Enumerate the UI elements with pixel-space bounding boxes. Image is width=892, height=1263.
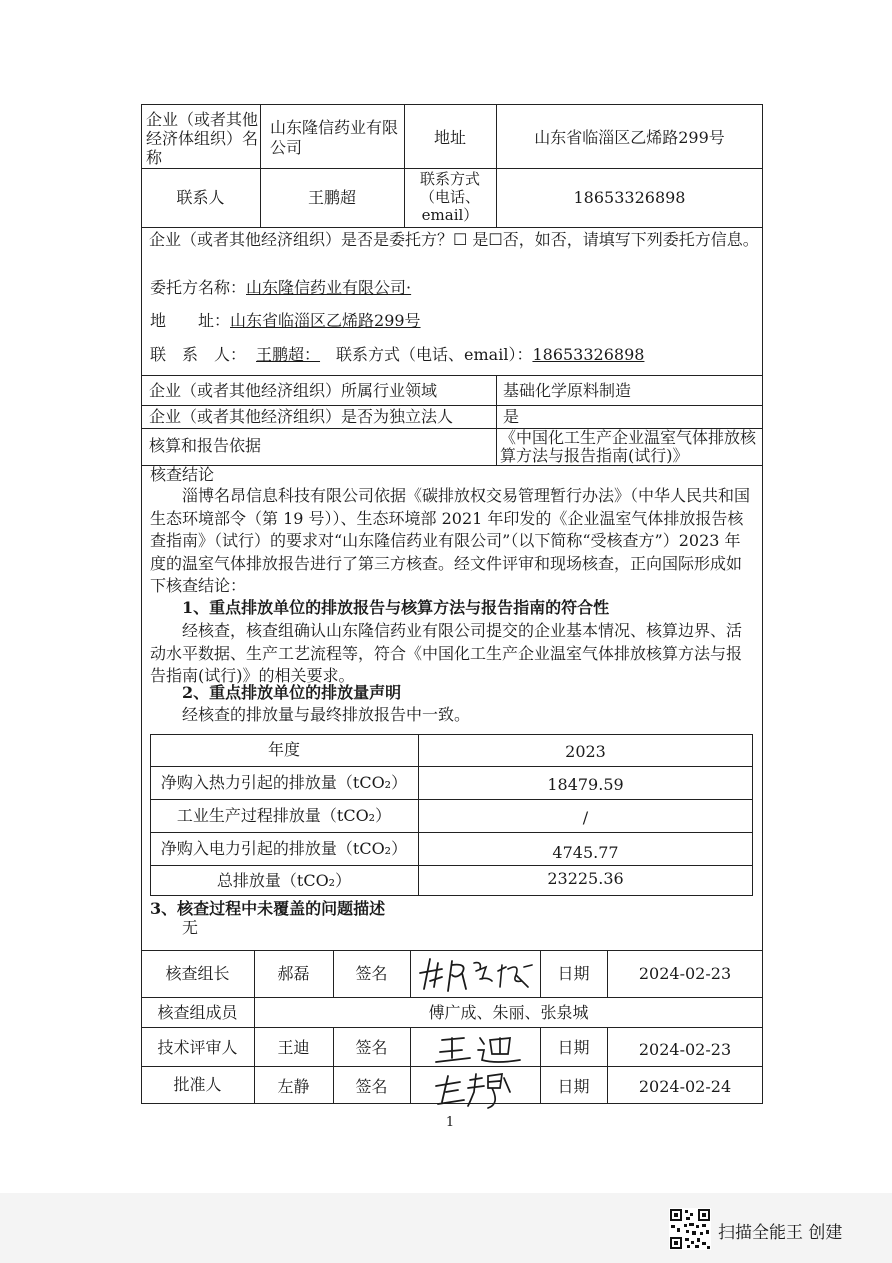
heat-value: 18479.59 [547, 775, 624, 794]
approver-date: 2024-02-24 [638, 1077, 732, 1096]
divider [141, 1027, 763, 1028]
electricity-value: 4745.77 [552, 843, 619, 862]
approver-signature [430, 1068, 530, 1110]
legal-person-value: 是 [503, 407, 520, 426]
heat-label: 净购入热力引起的排放量（tCO₂） [160, 773, 408, 792]
total-value: 23225.36 [547, 869, 624, 888]
leader-sign-label: 签名 [355, 964, 388, 983]
divider [150, 832, 753, 833]
divider [260, 104, 261, 227]
divider [141, 168, 763, 169]
approver-sign-label: 签名 [355, 1077, 388, 1096]
divider [141, 465, 763, 466]
section2-title: 2、重点排放单位的排放量声明 [182, 683, 402, 702]
entrust-person-value: 王鹏超： [256, 345, 321, 364]
reviewer-date-label: 日期 [557, 1038, 590, 1057]
divider [496, 104, 497, 227]
divider [141, 405, 763, 406]
electricity-label: 净购入电力引起的排放量（tCO₂） [160, 839, 408, 858]
conclusion-intro: 淄博名昂信息科技有限公司依据《碳排放权交易管理暂行办法》（中华人民共和国生态环境部令（第 19 号））、生态环境部 2021 年印发的《企业温室气体排放报告核查指南》（试行）的要求对“山东隆信药业有限公司”（以下简称“受核查方”）2023 年度的温室气体排放报告进行了第三方核查。经文件评审和现场核查，正向国际形成如下核查结论： [150, 486, 751, 595]
reviewer-date: 2024-02-23 [638, 1040, 732, 1059]
page-number: 1 [445, 1115, 455, 1130]
footer-brand: 扫描全能王 创建 [718, 1223, 843, 1243]
entrust-question: 企业（或者其他经济组织）是否是委托方？☐ 是☐否，如否，请填写下列委托方信息。 [149, 230, 759, 249]
leader-label: 核查组长 [165, 964, 230, 983]
year-value: 2023 [565, 742, 606, 761]
members-value: 傅广成、朱丽、张泉城 [428, 1003, 589, 1022]
divider [404, 104, 405, 227]
entrust-contact-value: 18653326898 [532, 345, 645, 364]
entrust-addr-label: 地 址： [150, 311, 231, 330]
industry-label: 企业（或者其他经济组织）所属行业领域 [149, 381, 438, 400]
section1-title: 1、重点排放单位的排放报告与核算方法与报告指南的符合性 [182, 598, 610, 617]
section3-title: 3、核查过程中未覆盖的问题描述 [150, 899, 386, 918]
entrust-name-row [150, 278, 411, 297]
section3-body: 无 [182, 918, 199, 937]
total-label: 总排放量（tCO₂） [216, 871, 352, 890]
basis-label: 核算和报告依据 [149, 436, 262, 455]
entrust-contact-label: 联系方式（电话、email）： [336, 345, 533, 364]
entrust-addr-value: 山东省临淄区乙烯路299号 [230, 311, 421, 330]
divider [141, 375, 763, 376]
divider [141, 1066, 763, 1067]
phone-label: 联系方式（电话、email） [419, 170, 480, 224]
entrust-addr-row [150, 311, 421, 330]
divider [150, 799, 753, 800]
divider [141, 950, 763, 951]
entrust-name-label: 委托方名称： [150, 278, 247, 297]
approver-name: 左静 [277, 1077, 310, 1096]
divider [150, 766, 753, 767]
approver-label: 批准人 [173, 1075, 222, 1094]
year-label: 年度 [267, 740, 300, 759]
phone-value: 18653326898 [573, 188, 686, 207]
reviewer-label: 技术评审人 [157, 1038, 238, 1057]
leader-date-label: 日期 [557, 964, 590, 983]
leader-signature [412, 953, 538, 995]
process-value: / [582, 808, 589, 827]
divider [410, 1027, 411, 1104]
reviewer-sign-label: 签名 [355, 1038, 388, 1057]
divider [141, 227, 763, 228]
address-value: 山东省临淄区乙烯路299号 [534, 128, 725, 147]
qr-code-icon [669, 1208, 711, 1250]
contact-value: 王鹏超 [307, 188, 356, 207]
members-label: 核查组成员 [157, 1003, 238, 1022]
approver-date-label: 日期 [557, 1077, 590, 1096]
reviewer-name: 王迪 [277, 1038, 310, 1057]
reviewer-signature [430, 1030, 530, 1066]
leader-date: 2024-02-23 [638, 964, 732, 983]
leader-name: 郝磊 [277, 964, 310, 983]
process-label: 工业生产过程排放量（tCO₂） [176, 806, 392, 825]
company-value: 山东隆信药业有限公司 [270, 118, 399, 157]
entrust-name-value: 山东隆信药业有限公司· [246, 278, 412, 297]
conclusion-title: 核查结论 [150, 465, 215, 484]
basis-value: 《中国化工生产企业温室气体排放核算方法与报告指南(试行)》 [500, 428, 757, 465]
contact-label: 联系人 [176, 188, 225, 207]
divider [141, 997, 763, 998]
company-label: 企业（或者其他经济体组织）名称 [146, 110, 259, 167]
section1-body: 经核查，核查组确认山东隆信药业有限公司提交的企业基本情况、核算边界、活动水平数据、生产工艺流程等，符合《中国化工生产企业温室气体排放核算方法与报告指南(试行)》的相关要求。 [150, 621, 743, 685]
divider [410, 950, 411, 997]
divider [150, 865, 753, 866]
legal-person-label: 企业（或者其他经济组织）是否为独立法人 [149, 407, 454, 426]
entrust-person-label: 联 系 人： [150, 345, 247, 364]
section2-body: 经核查的排放量与最终排放报告中一致。 [182, 705, 471, 724]
divider [496, 375, 497, 465]
industry-value: 基础化学原料制造 [503, 381, 632, 400]
address-label: 地址 [433, 128, 466, 147]
entrust-person-row [150, 345, 644, 364]
